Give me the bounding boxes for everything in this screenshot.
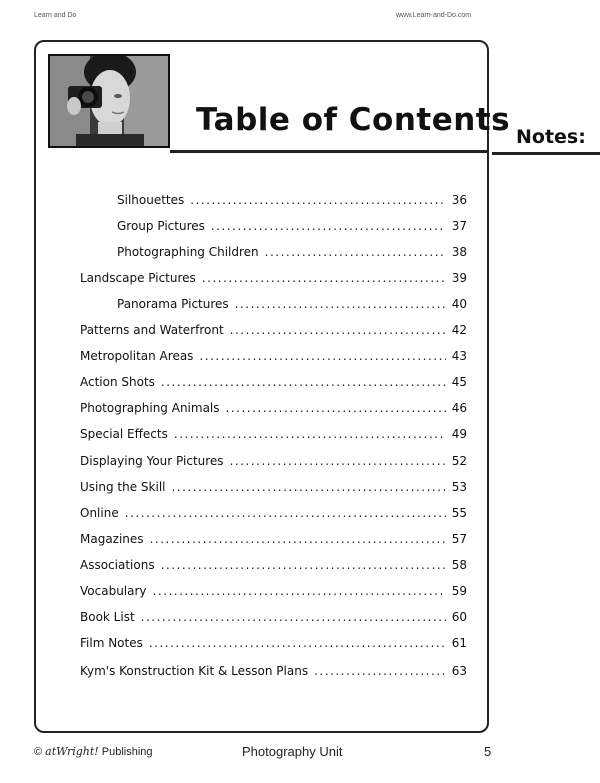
footer-publisher <box>34 745 153 758</box>
notes-heading: Notes: <box>516 126 586 148</box>
page-title: Table of Contents <box>196 102 511 138</box>
publisher-word: Publishing <box>101 746 153 758</box>
toc-entry-associations: Associations ..... 58 <box>80 558 467 572</box>
toc-entry-group-pictures: Group Pictures ..... 37 <box>117 219 467 233</box>
toc-entry-displaying-your-pictures: Displaying Your Pictures ..... 52 <box>80 454 467 468</box>
toc-entry-landscape-pictures: Landscape Pictures ..... 39 <box>80 271 467 285</box>
notes-underline <box>492 152 600 155</box>
toc-entry-photographing-animals: Photographing Animals ..... 46 <box>80 401 467 415</box>
publisher-brand: atWright! <box>45 745 99 758</box>
toc-entry-metropolitan-areas: Metropolitan Areas ..... 43 <box>80 349 467 363</box>
toc-entry-online: Online ..... 55 <box>80 506 467 520</box>
footer-unit-title: Photography Unit <box>242 744 343 759</box>
toc-entry-panorama-pictures: Panorama Pictures ..... 40 <box>117 297 467 311</box>
page-number: 5 <box>484 744 492 759</box>
title-underline <box>170 150 488 153</box>
toc-entry-silhouettes: Silhouettes ..... 36 <box>117 193 467 207</box>
header-left-text: Learn and Do <box>34 12 77 19</box>
toc-entry-konstruction-kit: Kym's Konstruction Kit & Lesson Plans ..... 63 <box>80 664 467 678</box>
toc-entry-action-shots: Action Shots ..... 45 <box>80 375 467 389</box>
toc-entry-using-the-skill: Using the Skill ..... 53 <box>80 480 467 494</box>
copyright-symbol: © <box>34 746 43 758</box>
woman-with-camera-image <box>50 56 168 146</box>
toc-entry-special-effects: Special Effects ..... 49 <box>80 427 467 441</box>
toc-entry-photographing-children: Photographing Children ..... 38 <box>117 245 467 259</box>
photographer-photo <box>48 54 170 148</box>
header-website-text: www.Learn-and-Do.com <box>396 12 472 19</box>
toc-entry-vocabulary: Vocabulary ..... 59 <box>80 584 467 598</box>
toc-entry-film-notes: Film Notes ..... 61 <box>80 636 467 650</box>
toc-entry-book-list: Book List ..... 60 <box>80 610 467 624</box>
toc-entry-patterns-and-waterfront: Patterns and Waterfront ..... 42 <box>80 323 467 337</box>
toc-entry-magazines: Magazines ..... 57 <box>80 532 467 546</box>
